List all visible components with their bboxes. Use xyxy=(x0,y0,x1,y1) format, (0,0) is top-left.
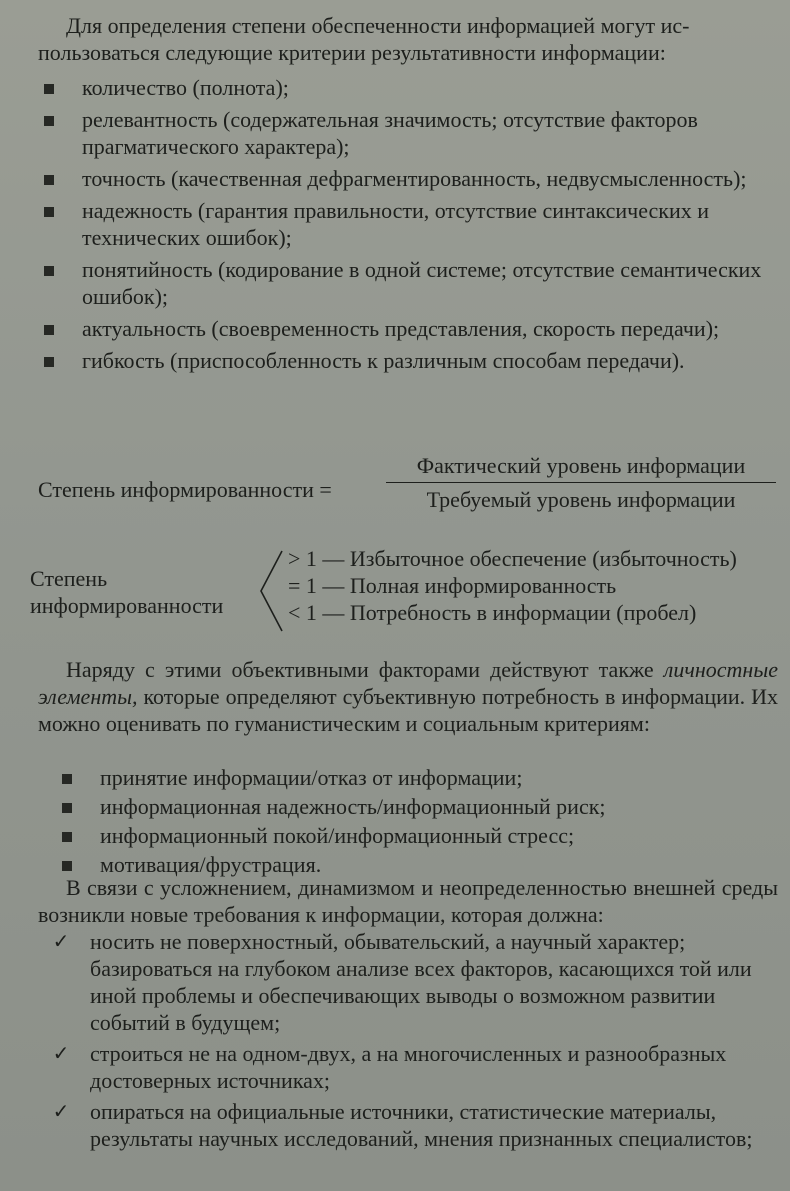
cases-options xyxy=(288,545,737,626)
list-item: мотивация/фрустрация. xyxy=(56,851,780,878)
square-bullet-icon xyxy=(44,175,54,185)
intro-line-1: Для определения степени обеспеченности информацией могут ис- xyxy=(66,13,690,38)
formula-numerator: Фактический уровень информации xyxy=(416,453,746,478)
intro-line-2: пользоваться следующие критерии результативности информации: xyxy=(38,40,666,65)
square-bullet-icon xyxy=(62,861,72,871)
formula-denominator: Требуемый уровень информации xyxy=(426,487,736,512)
case-option: > 1 — Избыточное обеспечение (избыточность) xyxy=(288,546,737,571)
square-bullet-icon xyxy=(62,803,72,813)
list-item: точность (качественная дефрагментированность, недвусмысленность); xyxy=(38,165,780,192)
formula-fraction xyxy=(386,452,776,513)
italic-term: личностные элементы, xyxy=(38,657,778,709)
square-bullet-icon xyxy=(44,116,54,126)
intro-paragraph xyxy=(38,12,778,66)
list-item: ✓ строиться не на одном-двух, а на многочисленных и разнообразных достоверных источниках; xyxy=(46,1040,780,1094)
list-item: понятийность (кодирование в одной системе; отсутствие семантических ошибок); xyxy=(38,256,780,310)
square-bullet-icon xyxy=(44,207,54,217)
check-mark-icon: ✓ xyxy=(52,1099,70,1123)
check-mark-icon: ✓ xyxy=(52,929,70,953)
list-item: актуальность (своевременность представления, скорость передачи); xyxy=(38,315,780,342)
square-bullet-icon xyxy=(62,774,72,784)
list-item: количество (полнота); xyxy=(38,74,780,101)
cases-label: Степень информированности xyxy=(30,566,224,618)
personal-criteria-list xyxy=(56,764,780,878)
requirements-intro-paragraph: В связи с усложнением, динамизмом и неопределенностью внешней среды возникли новые требования к информации, которая должна: xyxy=(38,875,778,927)
list-item: ✓ опираться на официальные источники, статистические материалы, результаты научных исследований, мнения признанных специалистов; xyxy=(46,1098,780,1152)
square-bullet-icon xyxy=(62,832,72,842)
list-item: релевантность (содержательная значимость; отсутствие факторов прагматического характера); xyxy=(38,106,780,160)
list-item: принятие информации/отказ от информации; xyxy=(56,764,780,791)
square-bullet-icon xyxy=(44,84,54,94)
list-item: гибкость (приспособленность к различным способам передачи). xyxy=(38,347,780,374)
left-angle-brace-icon xyxy=(258,549,284,633)
square-bullet-icon xyxy=(44,325,54,335)
case-option: < 1 — Потребность в информации (пробел) xyxy=(288,600,697,625)
check-mark-icon: ✓ xyxy=(52,1041,70,1065)
list-item: ✓ носить не поверхностный, обывательский, а научный характер; базироваться на глубоком анализе всех факторов, касающихся той или иной проблемы и обеспечивающих выводы о возможном развитии событий в будущем; xyxy=(46,928,780,1036)
square-bullet-icon xyxy=(44,357,54,367)
requirements-list xyxy=(46,928,780,1152)
list-item: информационный покой/информационный стресс; xyxy=(56,822,780,849)
formula-lhs: Степень информированности = xyxy=(38,477,332,502)
square-bullet-icon xyxy=(44,266,54,276)
personal-elements-paragraph: Наряду с этими объективными факторами действуют также личностные элементы, которые определяют субъективную потребность в информации. Их можно оценивать по гуманистическим и социальным критериям: xyxy=(38,657,778,736)
informedness-cases xyxy=(30,545,790,635)
case-option: = 1 — Полная информированность xyxy=(288,573,617,598)
list-item: надежность (гарантия правильности, отсутствие синтаксических и технических ошибок); xyxy=(38,197,780,251)
criteria-list xyxy=(38,74,780,374)
list-item: информационная надежность/информационный риск; xyxy=(56,793,780,820)
informedness-formula xyxy=(38,452,778,522)
